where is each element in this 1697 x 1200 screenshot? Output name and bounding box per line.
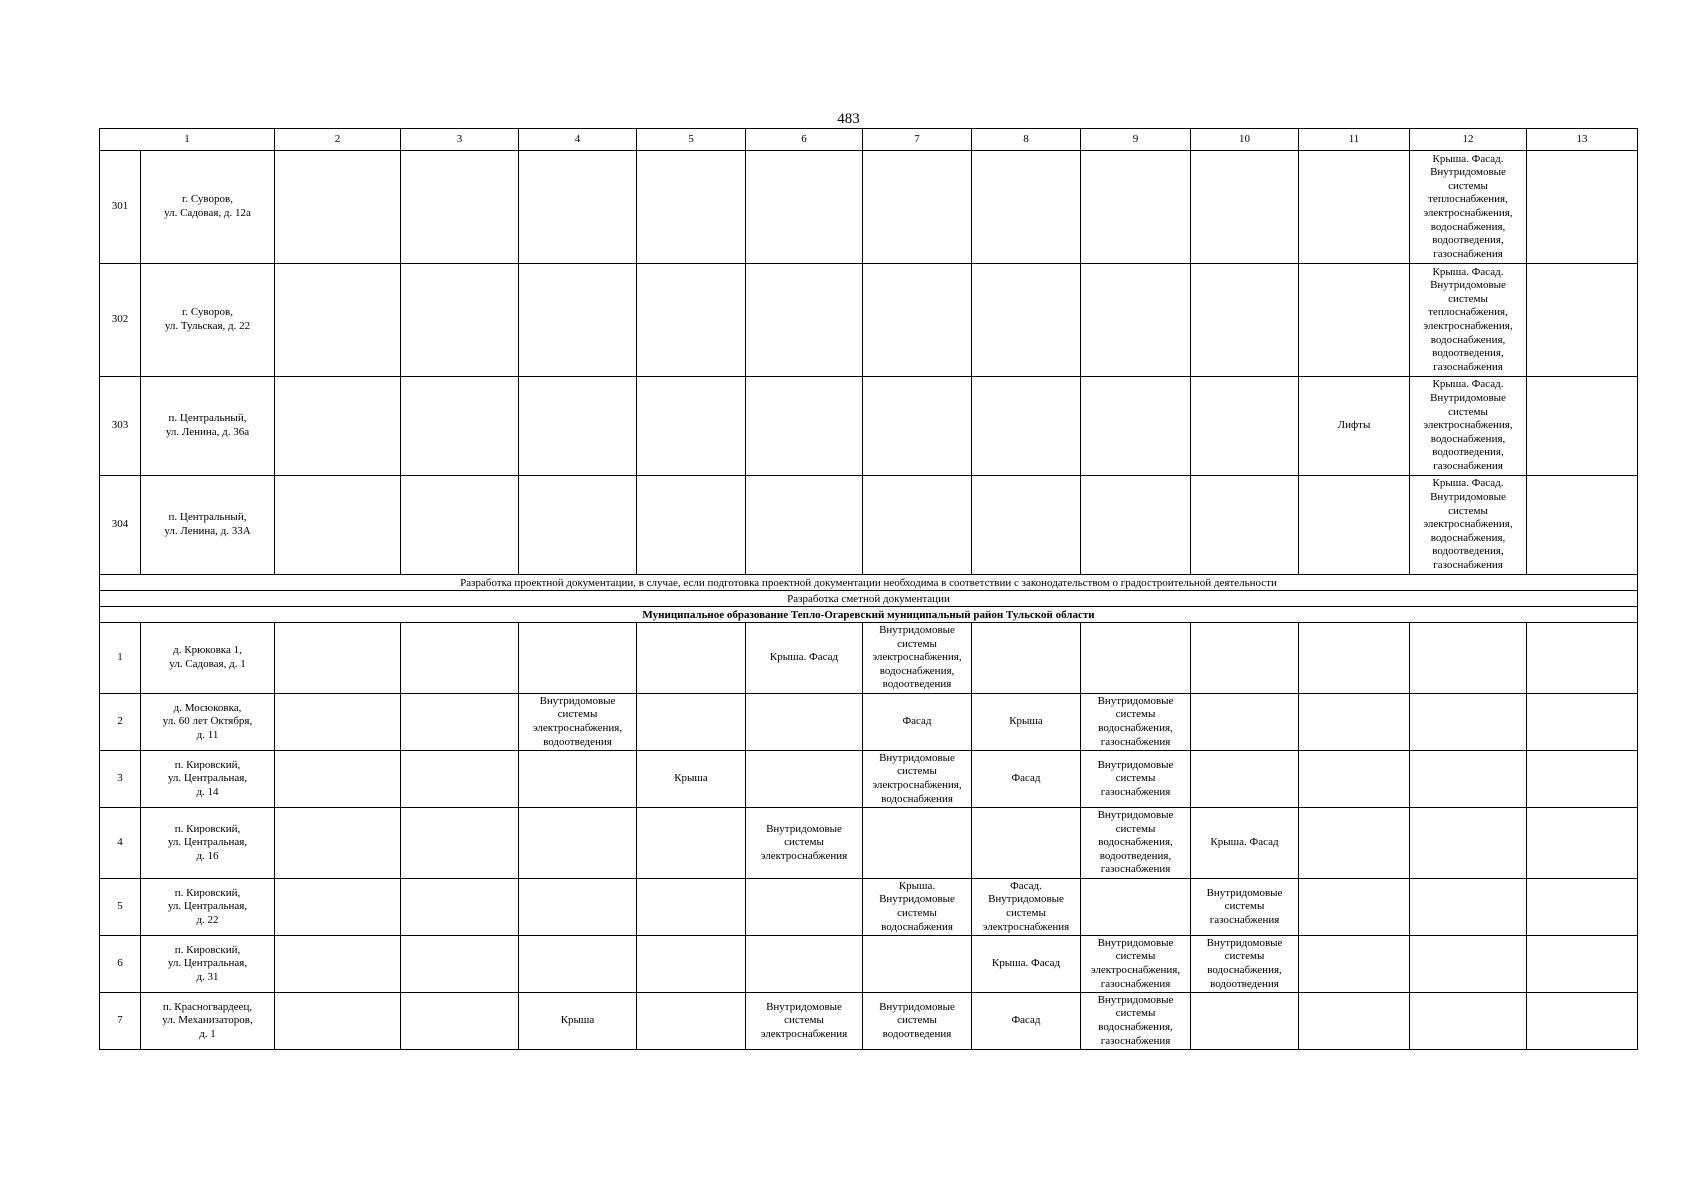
table-cell <box>1191 377 1299 476</box>
row-number: 3 <box>100 751 141 808</box>
table-cell: Крыша. Фасад <box>746 623 863 694</box>
table-cell <box>401 808 519 879</box>
table-cell <box>1299 808 1410 879</box>
column-number: 5 <box>637 129 746 151</box>
table-cell <box>401 993 519 1050</box>
table-cell <box>1299 623 1410 694</box>
table-cell <box>1527 151 1638 264</box>
table-cell <box>1527 377 1638 476</box>
table-row <box>100 623 1638 694</box>
table-cell <box>746 151 863 264</box>
table-cell <box>1191 151 1299 264</box>
table-cell <box>275 377 401 476</box>
table-cell <box>972 264 1081 377</box>
section-estimate-docs: Разработка сметной документации <box>100 591 1638 607</box>
table-cell <box>637 476 746 575</box>
table-cell <box>637 377 746 476</box>
table-cell <box>1410 623 1527 694</box>
table-cell <box>275 751 401 808</box>
row-number: 7 <box>100 993 141 1050</box>
table-cell <box>519 751 637 808</box>
table-cell <box>1410 879 1527 936</box>
table-cell: Внутридомовые системы водоснабжения, газоснабжения <box>1081 993 1191 1050</box>
table-row <box>100 808 1638 879</box>
table-cell <box>637 936 746 993</box>
table-cell <box>275 264 401 377</box>
row-number: 5 <box>100 879 141 936</box>
table-cell <box>863 808 972 879</box>
table-cell <box>1081 623 1191 694</box>
row-number: 301 <box>100 151 141 264</box>
address-cell: г. Суворов, ул. Тульская, д. 22 <box>141 264 275 377</box>
column-number: 13 <box>1527 129 1638 151</box>
table-cell <box>1410 993 1527 1050</box>
table-row <box>100 151 1638 264</box>
table-cell <box>863 936 972 993</box>
table-cell: Внутридомовые системы электроснабжения, газоснабжения <box>1081 936 1191 993</box>
table-cell <box>1527 879 1638 936</box>
table-cell <box>863 151 972 264</box>
table-cell <box>519 936 637 993</box>
table-row <box>100 879 1638 936</box>
table-row <box>100 751 1638 808</box>
table-cell: Фасад <box>863 694 972 751</box>
column-number: 2 <box>275 129 401 151</box>
table-cell: Внутридомовые системы водоснабжения, газоснабжения <box>1081 694 1191 751</box>
row-number: 1 <box>100 623 141 694</box>
address-cell: п. Центральный, ул. Ленина, д. 36а <box>141 377 275 476</box>
table-cell <box>1527 936 1638 993</box>
table-cell: Крыша. Фасад <box>972 936 1081 993</box>
table-cell <box>401 264 519 377</box>
table-cell <box>1299 264 1410 377</box>
table-cell <box>1527 623 1638 694</box>
table-cell: Внутридомовые системы водоотведения <box>863 993 972 1050</box>
table-cell <box>401 151 519 264</box>
address-cell: п. Центральный, ул. Ленина, д. 33А <box>141 476 275 575</box>
table-cell <box>275 879 401 936</box>
table-cell <box>519 264 637 377</box>
table-cell <box>1527 694 1638 751</box>
table-cell: Крыша. Фасад <box>1191 808 1299 879</box>
table-cell <box>637 879 746 936</box>
table-cell: Крыша <box>637 751 746 808</box>
table-cell <box>1191 751 1299 808</box>
table-cell <box>972 808 1081 879</box>
table-cell <box>401 694 519 751</box>
column-number: 11 <box>1299 129 1410 151</box>
address-cell: п. Кировский, ул. Центральная, д. 31 <box>141 936 275 993</box>
table-cell <box>972 623 1081 694</box>
section-row <box>100 607 1638 623</box>
table-cell: Фасад <box>972 993 1081 1050</box>
address-cell: д. Мосюковка, ул. 60 лет Октября, д. 11 <box>141 694 275 751</box>
table-cell: Внутридомовые системы водоснабжения, водоотведения <box>1191 936 1299 993</box>
table-cell: Внутридомовые системы электроснабжения, водоотведения <box>519 694 637 751</box>
table-cell <box>1081 476 1191 575</box>
table-cell <box>972 476 1081 575</box>
table-cell <box>1081 377 1191 476</box>
table-cell: Фасад <box>972 751 1081 808</box>
table-cell <box>519 377 637 476</box>
table-row <box>100 476 1638 575</box>
address-cell: п. Красногвардеец, ул. Механизаторов, д. 1 <box>141 993 275 1050</box>
table-cell: Внутридомовые системы газоснабжения <box>1191 879 1299 936</box>
table-cell <box>637 694 746 751</box>
table-cell <box>1191 476 1299 575</box>
table-cell <box>637 993 746 1050</box>
table-cell: Крыша. Фасад. Внутридомовые системы электроснабжения, водоснабжения, водоотведения, газоснабжения <box>1410 476 1527 575</box>
table-cell: Внутридомовые системы электроснабжения, водоснабжения, водоотведения <box>863 623 972 694</box>
table-cell <box>746 264 863 377</box>
table-cell <box>1081 151 1191 264</box>
table-row <box>100 993 1638 1050</box>
table-cell: Крыша. Фасад. Внутридомовые системы теплоснабжения, электроснабжения, водоснабжения, водоотведения, газоснабжения <box>1410 264 1527 377</box>
table-cell <box>275 808 401 879</box>
table-cell <box>519 879 637 936</box>
table-cell <box>1410 936 1527 993</box>
address-cell: д. Крюковка 1, ул. Садовая, д. 1 <box>141 623 275 694</box>
table-cell: Внутридомовые системы электроснабжения <box>746 993 863 1050</box>
table-row <box>100 694 1638 751</box>
table-cell <box>637 151 746 264</box>
address-cell: п. Кировский, ул. Центральная, д. 16 <box>141 808 275 879</box>
table-cell: Фасад. Внутридомовые системы электроснабжения <box>972 879 1081 936</box>
table-cell <box>1299 694 1410 751</box>
table-cell <box>746 879 863 936</box>
table-cell <box>746 476 863 575</box>
table-cell <box>275 151 401 264</box>
table-cell <box>275 694 401 751</box>
table-cell <box>1081 264 1191 377</box>
table-cell <box>1527 751 1638 808</box>
section-municipality: Муниципальное образование Тепло-Огаревский муниципальный район Тульской области <box>100 607 1638 623</box>
table-cell <box>1191 694 1299 751</box>
column-number: 12 <box>1410 129 1527 151</box>
table-cell <box>1527 993 1638 1050</box>
address-cell: п. Кировский, ул. Центральная, д. 14 <box>141 751 275 808</box>
row-number: 302 <box>100 264 141 377</box>
table-cell: Лифты <box>1299 377 1410 476</box>
section-row <box>100 575 1638 591</box>
table-cell: Крыша. Фасад. Внутридомовые системы теплоснабжения, электроснабжения, водоснабжения, водоотведения, газоснабжения <box>1410 151 1527 264</box>
table-cell <box>401 377 519 476</box>
table-cell: Внутридомовые системы водоснабжения, водоотведения, газоснабжения <box>1081 808 1191 879</box>
row-number: 304 <box>100 476 141 575</box>
column-number: 1 <box>100 129 275 151</box>
municipality-rows <box>100 623 1638 1050</box>
table-cell <box>1299 476 1410 575</box>
row-number: 6 <box>100 936 141 993</box>
table-cell <box>1527 264 1638 377</box>
table-cell <box>746 377 863 476</box>
row-number: 303 <box>100 377 141 476</box>
table-cell <box>401 879 519 936</box>
table-cell <box>972 151 1081 264</box>
table-cell <box>1410 694 1527 751</box>
column-number: 4 <box>519 129 637 151</box>
table-cell <box>637 623 746 694</box>
table-cell <box>275 993 401 1050</box>
column-number: 7 <box>863 129 972 151</box>
column-number-row <box>100 129 1638 151</box>
row-number: 4 <box>100 808 141 879</box>
column-number: 10 <box>1191 129 1299 151</box>
table-cell <box>863 264 972 377</box>
table-cell <box>1191 264 1299 377</box>
table-cell <box>746 751 863 808</box>
table-cell: Внутридомовые системы электроснабжения, водоснабжения <box>863 751 972 808</box>
table-cell <box>1527 476 1638 575</box>
table-cell: Внутридомовые системы газоснабжения <box>1081 751 1191 808</box>
table-cell <box>863 377 972 476</box>
table-cell <box>1299 879 1410 936</box>
table-row <box>100 936 1638 993</box>
table-cell <box>1299 993 1410 1050</box>
column-number: 8 <box>972 129 1081 151</box>
address-cell: п. Кировский, ул. Центральная, д. 22 <box>141 879 275 936</box>
table-cell <box>1410 751 1527 808</box>
table-cell <box>863 476 972 575</box>
row-number: 2 <box>100 694 141 751</box>
table-cell <box>519 151 637 264</box>
section-design-docs: Разработка проектной документации, в случае, если подготовка проектной документации необходима в соответствии с законодательством о градостроительной деятельности <box>100 575 1638 591</box>
table-cell <box>637 808 746 879</box>
address-cell: г. Суворов, ул. Садовая, д. 12а <box>141 151 275 264</box>
table-cell: Крыша. Фасад. Внутридомовые системы электроснабжения, водоснабжения, водоотведения, газоснабжения <box>1410 377 1527 476</box>
column-number: 6 <box>746 129 863 151</box>
table-cell <box>1081 879 1191 936</box>
table-cell <box>1299 751 1410 808</box>
table-row <box>100 377 1638 476</box>
table-cell <box>1410 808 1527 879</box>
column-number: 9 <box>1081 129 1191 151</box>
table-cell <box>1191 623 1299 694</box>
table-cell <box>637 264 746 377</box>
table-cell: Крыша <box>519 993 637 1050</box>
table-cell <box>401 751 519 808</box>
table-cell <box>401 936 519 993</box>
table-cell <box>519 808 637 879</box>
table-cell <box>1191 993 1299 1050</box>
table-cell <box>275 936 401 993</box>
table-cell <box>1299 936 1410 993</box>
table-cell <box>1299 151 1410 264</box>
page-number: 483 <box>837 111 860 127</box>
table-cell <box>519 623 637 694</box>
table-cell <box>275 623 401 694</box>
table-cell: Крыша <box>972 694 1081 751</box>
table-row <box>100 264 1638 377</box>
table-cell <box>275 476 401 575</box>
table-cell: Внутридомовые системы электроснабжения <box>746 808 863 879</box>
table-cell: Крыша. Внутридомовые системы водоснабжения <box>863 879 972 936</box>
section-row <box>100 591 1638 607</box>
table-cell <box>972 377 1081 476</box>
table-cell <box>519 476 637 575</box>
table-cell <box>401 623 519 694</box>
table-cell <box>401 476 519 575</box>
table-cell <box>746 936 863 993</box>
table-cell <box>746 694 863 751</box>
repair-schedule-table <box>99 128 1638 1050</box>
table-cell <box>1527 808 1638 879</box>
column-number: 3 <box>401 129 519 151</box>
